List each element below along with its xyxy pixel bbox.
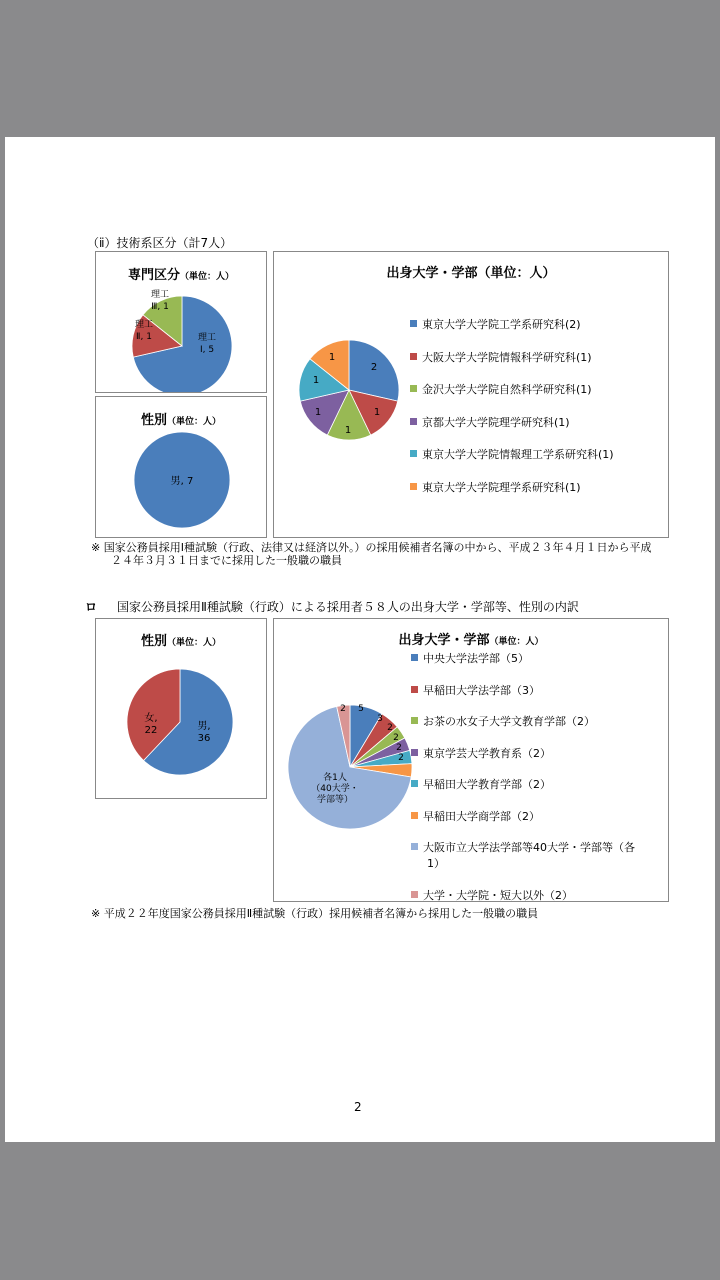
slice-label: 2	[340, 704, 346, 714]
legend-swatch	[411, 686, 418, 693]
legend-swatch	[410, 385, 417, 392]
slice-label: （40大学・	[311, 784, 359, 794]
gender-chart-type2	[95, 618, 267, 799]
legend-swatch	[410, 320, 417, 327]
slice-label: Ⅱ, 1	[136, 332, 152, 342]
chart-title: 出身大学・学部（単位：人）	[398, 633, 544, 648]
legend-label: 早稲田大学教育学部（2）	[423, 778, 551, 791]
slice-label: 1	[312, 375, 320, 386]
slice-label: 36	[197, 733, 211, 744]
legend-label: 大阪市立大学法学部等40大学・学部等（各 1）	[423, 841, 635, 870]
gender-pie-tech	[96, 397, 266, 537]
slice-label: 2	[396, 743, 402, 753]
legend-label: 大学・大学院・短大以外（2）	[423, 888, 573, 902]
legend-label: 東京大学大学院理学系研究科(1)	[422, 480, 581, 494]
slice-label: 2	[398, 753, 404, 763]
chart-title: 出身大学・学部（単位：人）	[386, 266, 556, 281]
specialty-chart	[95, 251, 267, 393]
specialty-pie	[96, 252, 266, 392]
slice-label: 1	[328, 352, 336, 363]
section-title: （ⅱ）技術系区分（計7人）	[87, 236, 233, 250]
page-number: 2	[354, 1100, 362, 1114]
legend-item	[411, 887, 635, 903]
legend-label: 早稲田大学法学部（3）	[423, 683, 540, 697]
legend-swatch	[411, 843, 418, 850]
legend-item	[410, 381, 614, 397]
slice-label: 女,	[144, 713, 158, 724]
legend-label: 東京学芸大学教育系（2）	[423, 746, 551, 760]
chart-title: 性別（単位：人）	[140, 413, 222, 428]
section-marker: ロ	[85, 600, 98, 614]
legend-label: 大阪大学大学院情報科学研究科(1)	[422, 350, 592, 364]
gender-chart-tech	[95, 396, 267, 538]
legend-swatch	[411, 891, 418, 898]
slice-label: 理工	[150, 290, 170, 300]
slice-label: 22	[144, 725, 158, 736]
legend-swatch	[411, 654, 418, 661]
slice-label: 1	[314, 407, 322, 418]
legend-item	[411, 745, 635, 761]
legend-label: 東京大学大学院情報理工学系研究科(1)	[422, 448, 614, 461]
legend-label: 金沢大学大学院自然科学研究科(1)	[422, 383, 592, 396]
legend-item	[411, 776, 635, 792]
slice-label: 5	[358, 704, 364, 714]
footnote-2: ※ 平成２２年度国家公務員採用Ⅱ種試験（行政）採用候補者名簿から採用した一般職の職員	[91, 907, 539, 920]
legend-swatch	[410, 450, 417, 457]
legend-item	[410, 316, 614, 332]
slice-label: 各1人	[323, 773, 347, 783]
slice-label: 3	[377, 714, 383, 724]
legend-label: 京都大学大学院理学研究科(1)	[422, 415, 570, 429]
slice-label: 男, 7	[170, 476, 194, 487]
legend-item	[410, 414, 614, 430]
legend	[410, 316, 614, 511]
document-page	[5, 137, 715, 1142]
legend-item	[411, 713, 635, 729]
slice-label: 男,	[197, 721, 211, 732]
legend-swatch	[411, 780, 418, 787]
slice-label: Ⅲ, 1	[151, 302, 169, 312]
slice-label: Ⅰ, 5	[199, 345, 215, 355]
legend-item	[411, 650, 635, 666]
legend-swatch	[410, 353, 417, 360]
legend-item	[411, 808, 635, 824]
legend-label: 東京大学大学院工学系研究科(2)	[422, 318, 581, 331]
legend-label: お茶の水女子大学文教育学部（2）	[423, 715, 595, 728]
slice-label: 2	[387, 723, 393, 733]
legend-swatch	[411, 749, 418, 756]
legend-swatch	[411, 812, 418, 819]
legend-item	[410, 349, 614, 365]
slice-label: 2	[393, 733, 399, 743]
legend-swatch	[411, 717, 418, 724]
slice-label: 理工	[134, 320, 154, 330]
legend	[411, 650, 635, 918]
university-chart-type2	[273, 618, 669, 902]
slice-label: 1	[373, 407, 381, 418]
slice-label: 理工	[197, 333, 217, 343]
gender-pie-type2	[96, 619, 266, 798]
slice-label: 1	[344, 425, 352, 436]
footnote-1: ※ 国家公務員採用Ⅰ種試験（行政、法律又は経済以外。）の採用候補者名簿の中から、平成２３年４月１日から平成 ２４年３月３１日までに採用した一般職の職員	[91, 541, 652, 567]
legend-item	[410, 446, 614, 462]
slice-label: 2	[370, 362, 378, 373]
legend-label: 早稲田大学商学部（2）	[423, 809, 540, 823]
section-2-title: 国家公務員採用Ⅱ種試験（行政）による採用者５８人の出身大学・学部等、性別の内訳	[117, 600, 579, 614]
legend-item	[411, 682, 635, 698]
legend-swatch	[410, 418, 417, 425]
legend-swatch	[410, 483, 417, 490]
chart-title: 性別（単位：人）	[140, 634, 222, 649]
legend-label: 中央大学法学部（5）	[423, 652, 529, 665]
chart-title: 専門区分（単位：人）	[127, 268, 235, 283]
legend-item	[411, 839, 635, 871]
slice-label: 学部等）	[316, 795, 354, 805]
university-chart-tech	[273, 251, 669, 538]
legend-item	[410, 479, 614, 495]
